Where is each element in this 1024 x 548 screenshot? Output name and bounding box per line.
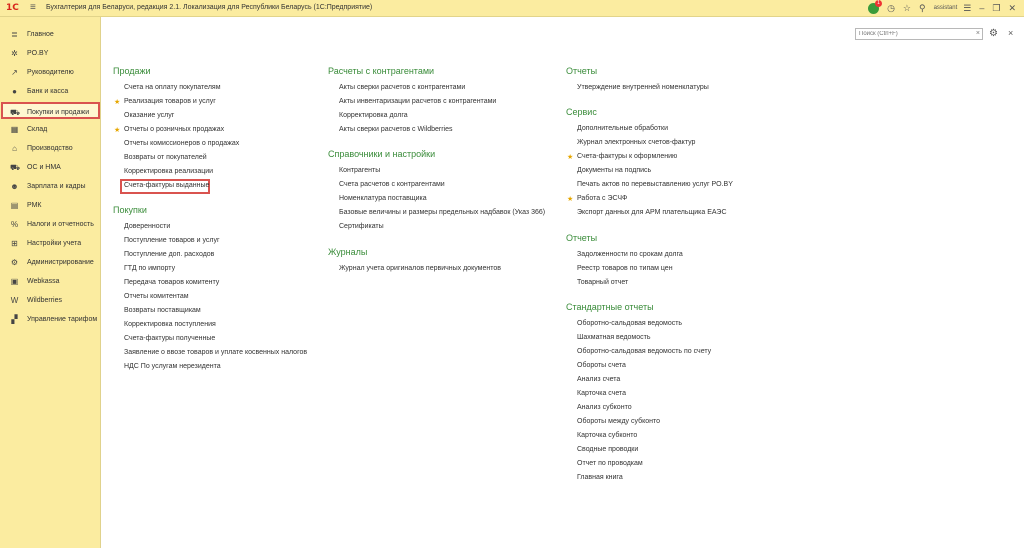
nav-link[interactable]: Реестр товаров по типам цен — [577, 265, 673, 272]
nav-link[interactable]: Оборотно-сальдовая ведомость по счету — [577, 348, 712, 355]
section-header: Сервис — [566, 107, 597, 117]
nav-link[interactable]: Счета на оплату покупателям — [124, 84, 221, 91]
sidebar-item-5[interactable] — [1, 102, 100, 119]
sidebar-item-3[interactable] — [1, 64, 100, 81]
sidebar-item-label: Главное — [27, 31, 54, 38]
nav-link[interactable]: Заявление о ввозе товаров и уплате косвенных налогов — [124, 349, 308, 356]
sidebar-item-16[interactable] — [1, 311, 100, 328]
nav-link[interactable]: Товарный отчет — [577, 279, 629, 286]
nav-link[interactable]: Отчеты о розничных продажах — [124, 126, 225, 133]
factory-icon: ⌂ — [12, 144, 17, 153]
nav-link[interactable]: Возвраты поставщикам — [124, 307, 201, 314]
nav-link[interactable]: Анализ субконто — [577, 404, 632, 411]
nav-link[interactable]: Корректировка поступления — [124, 321, 216, 328]
favorite-star-icon[interactable]: ★ — [567, 196, 574, 203]
nav-link[interactable]: Шахматная ведомость — [577, 334, 651, 341]
nav-link[interactable]: Счета расчетов с контрагентами — [339, 181, 445, 188]
wildberries-icon: W — [10, 296, 19, 305]
nav-link[interactable]: Поступление доп. расходов — [124, 251, 215, 258]
gear-icon: ⚙ — [10, 258, 19, 267]
nav-link[interactable]: Передача товаров комитенту — [124, 279, 220, 286]
menu-icon: ≣ — [11, 30, 18, 39]
nav-link[interactable]: Карточка субконто — [577, 432, 638, 439]
sidebar-item-13[interactable] — [1, 254, 100, 271]
trend-icon: ↗ — [11, 68, 18, 77]
nav-link[interactable]: Обороты между субконто — [577, 418, 661, 425]
nav-link[interactable]: Сводные проводки — [577, 446, 639, 453]
tariff-icon: ▞ — [11, 315, 18, 324]
percent-icon: % — [10, 220, 19, 229]
nav-link[interactable]: ГТД по импорту — [124, 265, 176, 272]
sidebar-item-1[interactable] — [1, 26, 100, 43]
nav-link[interactable]: Счета-фактуры полученные — [124, 335, 216, 342]
sidebar-item-label: Налоги и отчетность — [27, 221, 94, 228]
favorite-star-icon[interactable]: ★ — [114, 127, 121, 134]
nav-link[interactable]: Оборотно-сальдовая ведомость — [577, 320, 683, 327]
section-header: Журналы — [328, 247, 368, 257]
nav-link[interactable]: Контрагенты — [339, 167, 381, 174]
gear-icon[interactable]: ⚙ — [989, 28, 998, 39]
section-header: Стандартные отчеты — [566, 302, 654, 312]
favorite-star-icon[interactable]: ★ — [567, 154, 574, 161]
nav-link[interactable]: Акты инвентаризации расчетов с контрагентами — [339, 98, 497, 105]
search-input[interactable] — [857, 29, 976, 39]
sidebar-item-15[interactable] — [1, 292, 100, 309]
sidebar-item-10[interactable] — [1, 197, 100, 214]
history-icon[interactable]: ◷ — [887, 3, 895, 13]
search-icon[interactable]: ⚲ — [919, 3, 926, 13]
warehouse-icon: ▦ — [10, 125, 19, 134]
section-header: Справочники и настройки — [328, 149, 436, 159]
truck-icon: ⛟ — [10, 163, 21, 172]
nav-link[interactable]: Документы на подпись — [577, 167, 652, 174]
sidebar-item-label: Webkassa — [27, 278, 60, 285]
nav-link[interactable]: Счета-фактуры выданные — [124, 182, 210, 189]
people-icon: ☻ — [10, 182, 19, 191]
nav-link[interactable]: Оказание услуг — [124, 112, 175, 119]
hamburger-menu-icon[interactable]: ≡ — [30, 2, 36, 13]
section-header: Расчеты с контрагентами — [328, 66, 435, 76]
favorites-star-icon[interactable]: ☆ — [902, 3, 911, 13]
section-header: Продажи — [113, 66, 151, 76]
nav-link[interactable]: Реализация товаров и услуг — [124, 98, 216, 105]
nav-link[interactable]: Работа с ЭСЧФ — [577, 195, 628, 202]
notification-count: 1 — [875, 0, 882, 7]
restore-icon[interactable]: ❐ — [992, 3, 1001, 13]
nav-link[interactable]: Утверждение внутренней номенклатуры — [577, 84, 709, 91]
cart-icon: ⛟ — [10, 108, 21, 117]
nav-link[interactable]: Корректировка реализации — [124, 168, 214, 175]
titlebar-tools — [868, 0, 1024, 16]
sidebar-item-label: Wildberries — [27, 297, 63, 304]
window-title: Бухгалтерия для Беларуси, редакция 2.1. Локализация для Республики Беларусь (1С:Предприятие) — [46, 4, 373, 11]
nav-link[interactable]: Базовые величины и размеры предельных надбавок (Указ 366) — [339, 209, 546, 216]
sidebar-item-label: Зарплата и кадры — [27, 183, 86, 190]
nav-link[interactable]: Печать актов по перевыставлению услуг PO.BY — [577, 181, 733, 188]
nav-link[interactable]: Отчеты комитентам — [124, 293, 189, 300]
nav-link[interactable]: Анализ счета — [577, 376, 621, 383]
nav-link[interactable]: Сертификаты — [339, 223, 384, 230]
settings-menu-icon[interactable]: ☰ — [963, 3, 972, 13]
nav-link[interactable]: Счета-фактуры к оформлению — [577, 153, 678, 160]
user-name[interactable]: assistant — [933, 5, 958, 11]
nav-link[interactable]: Акты сверки расчетов с контрагентами — [339, 84, 466, 91]
sidebar-item-label: РМК — [27, 202, 42, 209]
webkassa-icon: ▣ — [10, 277, 19, 286]
sidebar-item-4[interactable] — [1, 83, 100, 100]
nav-link[interactable]: Журнал учета оригиналов первичных документов — [339, 265, 501, 272]
nav-link[interactable]: Доверенности — [124, 223, 171, 230]
register-icon: ▤ — [10, 201, 19, 210]
nav-link[interactable]: Отчет по проводкам — [577, 460, 643, 467]
nav-link[interactable]: Экспорт данных для АРМ плательщика ЕАЭС — [577, 209, 727, 216]
nav-link[interactable]: Главная книга — [577, 474, 623, 481]
sidebar-item-label: Администрирование — [27, 259, 94, 266]
sidebar-item-7[interactable] — [1, 140, 100, 157]
sidebar-item-9[interactable] — [1, 178, 100, 195]
nav-link[interactable]: НДС По услугам нерезидента — [124, 363, 221, 370]
nav-link[interactable]: Акты сверки расчетов с Wildberries — [339, 126, 453, 133]
nav-link[interactable]: Карточка счета — [577, 390, 627, 397]
notifications-icon[interactable] — [868, 0, 880, 14]
settings-icon: ⊞ — [11, 239, 18, 248]
search-box — [855, 28, 983, 40]
nav-link[interactable]: Дополнительные обработки — [577, 125, 668, 132]
sidebar-item-8[interactable] — [1, 159, 100, 176]
sidebar-item-label: Настройки учета — [27, 240, 82, 247]
minimize-icon[interactable]: – — [979, 3, 985, 13]
sidebar-item-label: Руководителю — [27, 69, 74, 76]
nav-link[interactable]: Журнал электронных счетов-фактур — [577, 139, 696, 146]
nav-link[interactable]: Корректировка долга — [339, 112, 408, 119]
1c-logo: 1С — [6, 3, 19, 13]
clear-search-icon[interactable]: × — [975, 30, 980, 37]
favorite-star-icon[interactable]: ★ — [114, 99, 121, 106]
nav-link[interactable]: Поступление товаров и услуг — [124, 237, 220, 244]
title-bar — [0, 0, 1024, 17]
sidebar-item-label: PO.BY — [27, 50, 49, 57]
close-panel-icon[interactable]: × — [1008, 28, 1014, 38]
sun-icon: ✲ — [11, 49, 18, 58]
close-window-icon[interactable]: ✕ — [1008, 3, 1016, 13]
sidebar-item-label: Банк и касса — [27, 88, 69, 95]
nav-link[interactable]: Отчеты комиссионеров о продажах — [124, 140, 240, 147]
section-header: Отчеты — [566, 233, 598, 243]
sidebar-item-11[interactable] — [1, 216, 100, 233]
nav-link[interactable]: Номенклатура поставщика — [339, 195, 427, 202]
sidebar-item-label: Покупки и продажи — [27, 109, 90, 116]
sidebar-item-label: Производство — [27, 145, 73, 152]
section-header: Покупки — [113, 205, 147, 215]
sidebar-item-label: ОС и НМА — [27, 164, 61, 171]
sidebar-item-6[interactable] — [1, 121, 100, 138]
sidebar-item-label: Склад — [27, 126, 48, 133]
sidebar-item-14[interactable] — [1, 273, 100, 290]
nav-link[interactable]: Возвраты от покупателей — [124, 154, 207, 161]
nav-link[interactable]: Обороты счета — [577, 362, 626, 369]
sidebar-item-2[interactable] — [1, 45, 100, 62]
coin-icon: ● — [12, 87, 17, 96]
section-header: Отчеты — [566, 66, 598, 76]
nav-link[interactable]: Задолженности по срокам долга — [577, 251, 683, 258]
sidebar-item-12[interactable] — [1, 235, 100, 252]
sidebar — [0, 17, 101, 548]
sidebar-item-label: Управление тарифом — [27, 316, 98, 323]
